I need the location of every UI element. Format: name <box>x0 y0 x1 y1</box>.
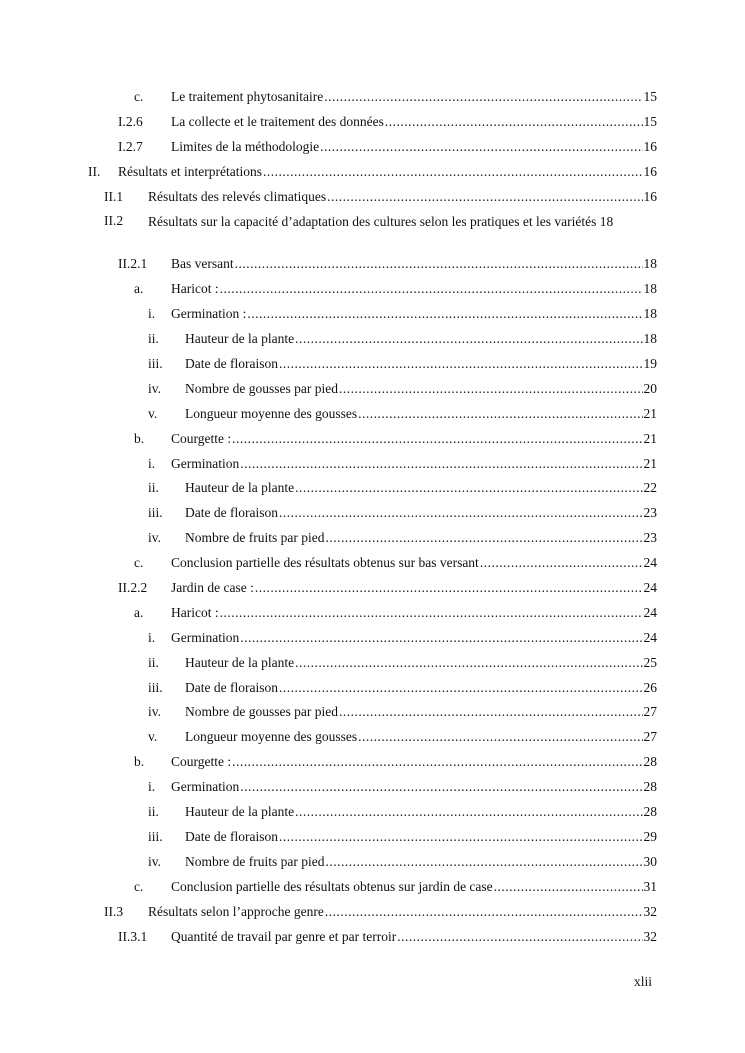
toc-entry-title: Le traitement phytosanitaire <box>171 89 324 104</box>
toc-entry[interactable] <box>0 210 745 253</box>
toc-entry-title: La collecte et le traitement des données <box>171 113 384 129</box>
toc-entry-page: 16 <box>643 163 657 179</box>
toc-entry-number: i. <box>148 455 156 471</box>
toc-entry-page: 21 <box>643 405 657 421</box>
toc-entry-line <box>185 505 657 521</box>
toc-entry-title: Nombre de fruits par pied <box>185 853 325 869</box>
toc-entry-page: 19 <box>643 356 657 372</box>
toc-entry-title: Date de floraison <box>185 828 278 844</box>
toc-entry-title: Germination <box>171 629 240 645</box>
toc-entry-page: 24 <box>643 604 657 620</box>
toc-entry[interactable] <box>0 901 745 926</box>
toc-entry-title: Date de floraison <box>185 679 278 695</box>
dot-leader <box>295 804 642 820</box>
toc-entry[interactable] <box>0 403 745 428</box>
toc-entry[interactable] <box>0 453 745 478</box>
toc-entry-number: iv. <box>148 530 161 546</box>
toc-entry-page: 18 <box>643 256 657 272</box>
dot-leader <box>325 530 642 546</box>
dot-leader <box>240 630 642 646</box>
toc-entry[interactable] <box>0 602 745 627</box>
toc-entry[interactable] <box>0 502 745 527</box>
toc-entry-line <box>185 729 657 745</box>
toc-entry[interactable] <box>0 652 745 677</box>
toc-entry-line <box>185 480 657 496</box>
toc-entry-page: 31 <box>643 878 657 894</box>
toc-entry-title: Longueur moyenne des gousses <box>185 729 358 745</box>
toc-entry-number: c. <box>134 89 144 104</box>
dot-leader <box>240 456 642 472</box>
toc-entry-line <box>185 655 657 671</box>
toc-entry-line <box>171 929 657 945</box>
toc-entry-page: 21 <box>643 455 657 471</box>
toc-entry-line <box>148 189 657 205</box>
dot-leader <box>358 406 642 422</box>
toc-entry-line <box>171 630 657 646</box>
toc-entry-title: Haricot : <box>171 604 219 620</box>
toc-entry-number: ii. <box>148 480 159 496</box>
toc-entry-line <box>171 89 657 105</box>
toc-entry-title: Nombre de fruits par pied <box>185 530 325 546</box>
toc-entry-title: Courgette : <box>171 430 232 446</box>
dot-leader <box>339 381 643 397</box>
toc-entry-title: Conclusion partielle des résultats obtenus sur jardin de case <box>171 878 493 894</box>
toc-entry-line <box>185 356 657 372</box>
toc-entry[interactable] <box>0 328 745 353</box>
toc-entry-number: c. <box>134 555 144 571</box>
toc-entry-number: II.2 <box>104 213 124 229</box>
dot-leader <box>397 929 642 945</box>
dot-leader <box>385 114 643 130</box>
toc-entry-title: Hauteur de la plante <box>185 480 295 496</box>
toc-entry-page: 23 <box>643 505 657 521</box>
toc-entry-page: 25 <box>643 654 657 670</box>
toc-entry[interactable] <box>0 253 745 278</box>
toc-entry[interactable] <box>0 303 745 328</box>
toc-entry-number: iii. <box>148 828 163 844</box>
toc-entry-line <box>171 580 657 596</box>
toc-entry-page: 27 <box>643 729 657 745</box>
toc-entry-line <box>171 605 657 621</box>
toc-entry[interactable] <box>0 278 745 303</box>
dot-leader <box>339 704 643 720</box>
toc-entry[interactable] <box>0 677 745 702</box>
toc-entry-page: 26 <box>643 679 657 695</box>
toc-entry-number: v. <box>148 405 158 421</box>
dot-leader <box>255 580 643 596</box>
toc-entry[interactable] <box>0 627 745 652</box>
toc-entry-line <box>185 829 657 845</box>
toc-entry-line <box>185 804 657 820</box>
toc-entry-line <box>171 555 657 571</box>
toc-entry-line <box>185 381 657 397</box>
toc-entry-number: iii. <box>148 679 163 695</box>
dot-leader <box>320 139 642 155</box>
toc-entry-number: II.3 <box>104 903 124 919</box>
toc-entry-title: Nombre de gousses par pied <box>185 704 338 720</box>
dot-leader <box>232 754 642 770</box>
toc-entry-title: Résultats des relevés climatiques <box>148 188 327 204</box>
toc-entry[interactable] <box>0 851 745 876</box>
dot-leader <box>324 89 642 105</box>
dot-leader <box>232 431 642 447</box>
toc-entry-number: II.1 <box>104 188 124 204</box>
toc-entry-title: Germination <box>171 779 240 795</box>
toc-entry[interactable] <box>0 726 745 751</box>
toc-entry-page: 30 <box>643 853 657 869</box>
dot-leader <box>279 356 643 372</box>
toc-entry-number: b. <box>134 430 145 446</box>
toc-entry-number: b. <box>134 754 145 770</box>
toc-entry[interactable] <box>0 477 745 502</box>
toc-entry-number: II.3.1 <box>118 928 148 944</box>
toc-entry-number: i. <box>148 779 156 795</box>
toc-entry-page: 27 <box>643 704 657 720</box>
toc-entry-number: iv. <box>148 853 161 869</box>
dot-leader <box>279 505 643 521</box>
toc-entry-page: 32 <box>643 903 657 919</box>
toc-entry-title: Quantité de travail par genre et par terroir <box>171 928 397 944</box>
dot-leader <box>494 879 643 895</box>
toc-entry[interactable] <box>0 428 745 453</box>
toc-entry[interactable] <box>0 552 745 577</box>
toc-entry-number: ii. <box>148 804 159 820</box>
toc-entry[interactable] <box>0 801 745 826</box>
toc-entry-number: v. <box>148 729 158 745</box>
toc-entry-number: II.2.1 <box>118 256 148 272</box>
toc-entry-number: II.2.2 <box>118 580 148 596</box>
toc-entry-title: Nombre de gousses par pied <box>185 380 338 396</box>
toc-entry[interactable] <box>0 161 745 186</box>
toc-entry-line <box>171 306 657 322</box>
toc-entry-number: iii. <box>148 505 163 521</box>
toc-entry[interactable] <box>0 111 745 136</box>
toc-entry-number: i. <box>148 306 156 322</box>
dot-leader <box>247 306 642 322</box>
dot-leader <box>220 281 643 297</box>
dot-leader <box>295 655 642 671</box>
dot-leader <box>358 729 642 745</box>
toc-entry-line <box>185 406 657 422</box>
toc-entry-page: 21 <box>643 430 657 446</box>
toc-entry-title: Conclusion partielle des résultats obtenus sur bas versant <box>171 555 479 571</box>
toc-entry-number: I.2.7 <box>118 138 143 154</box>
dot-leader <box>220 605 643 621</box>
toc-entry[interactable] <box>0 577 745 602</box>
toc-entry-page: 24 <box>643 629 657 645</box>
dot-leader <box>295 480 642 496</box>
toc-entry-title: Longueur moyenne des gousses <box>185 405 358 421</box>
toc-entry-page: 28 <box>643 754 657 770</box>
toc-entry-page: 28 <box>643 779 657 795</box>
toc-entry-title: Date de floraison <box>185 356 278 372</box>
toc-entry-number: i. <box>148 629 156 645</box>
dot-leader <box>279 829 643 845</box>
toc-entry-title: Résultats et interprétations <box>118 163 262 179</box>
toc-entry-page: 16 <box>643 138 657 154</box>
toc-entry-line <box>185 680 657 696</box>
toc-entry[interactable] <box>0 86 745 111</box>
toc-entry-line <box>171 431 657 447</box>
toc-entry-title: Courgette : <box>171 754 232 770</box>
dot-leader <box>325 904 643 920</box>
dot-leader <box>240 779 642 795</box>
dot-leader <box>295 331 642 347</box>
toc-entry-title: Hauteur de la plante <box>185 804 295 820</box>
toc-entry-page: 18 <box>643 331 657 347</box>
toc-entry-line <box>171 879 657 895</box>
toc-entry-number: ii. <box>148 654 159 670</box>
toc-entry-title: Hauteur de la plante <box>185 654 295 670</box>
toc-entry[interactable] <box>0 353 745 378</box>
toc-entry-title: Germination : <box>171 306 247 322</box>
dot-leader <box>327 189 642 205</box>
toc-entry-line <box>171 256 657 272</box>
toc-entry-page: 18 <box>643 306 657 322</box>
toc-entry-line <box>185 854 657 870</box>
toc-entry[interactable] <box>0 701 745 726</box>
toc-entry-page: 16 <box>643 188 657 204</box>
toc-entry-page: 24 <box>643 555 657 571</box>
toc-entry-page: 20 <box>643 380 657 396</box>
toc-entry-number: iv. <box>148 380 161 396</box>
toc-entry-number: a. <box>134 281 144 297</box>
toc-entry[interactable] <box>0 876 745 901</box>
toc-entry-wrapped <box>148 213 657 231</box>
toc-entry-title: Résultats selon l’approche genre <box>148 903 324 919</box>
toc-entry-line <box>171 114 657 130</box>
toc-entry-page: 15 <box>643 89 657 104</box>
toc-entry-line <box>118 164 657 180</box>
toc-entry[interactable] <box>0 527 745 552</box>
toc-entry-page: 22 <box>643 480 657 496</box>
toc-entry-title: Limites de la méthodologie <box>171 138 320 154</box>
toc-entry-title: Résultats sur la capacité d’adaptation des cultures selon les pratiques et les variétés <box>148 214 597 230</box>
dot-leader <box>279 680 643 696</box>
toc-entry-title: Bas versant <box>171 256 234 272</box>
toc-entry-line <box>185 331 657 347</box>
dot-leader <box>263 164 643 180</box>
toc-entry-page: 28 <box>643 804 657 820</box>
toc-entry-title: Hauteur de la plante <box>185 331 295 347</box>
toc-entry-number: I.2.6 <box>118 113 143 129</box>
dot-leader <box>325 854 642 870</box>
toc-entry[interactable] <box>0 751 745 776</box>
page-number: xlii <box>634 974 653 989</box>
toc-entry[interactable] <box>0 826 745 851</box>
toc-entry[interactable] <box>0 926 745 951</box>
toc-entry-title: Haricot : <box>171 281 219 297</box>
toc-entry-line <box>171 754 657 770</box>
toc-entry-number: ii. <box>148 331 159 347</box>
toc-entry-title: Date de floraison <box>185 505 278 521</box>
toc-entry-page: 23 <box>643 530 657 546</box>
toc-entry-number: c. <box>134 878 144 894</box>
toc-entry-number: II. <box>88 163 101 179</box>
toc-entry-page: 18 <box>599 214 614 230</box>
toc-entry-number: a. <box>134 604 144 620</box>
toc-entry-page: 15 <box>643 113 657 129</box>
toc-entry-line <box>185 704 657 720</box>
toc-entry-page: 24 <box>643 580 657 596</box>
toc-entry[interactable] <box>0 186 745 211</box>
toc-entry[interactable] <box>0 776 745 801</box>
table-of-contents <box>0 86 745 950</box>
dot-leader <box>480 555 643 571</box>
toc-entry-line <box>148 904 657 920</box>
toc-entry-page: 32 <box>643 928 657 944</box>
toc-entry[interactable] <box>0 378 745 403</box>
toc-entry-page: 18 <box>643 281 657 297</box>
dot-leader <box>235 256 643 272</box>
toc-entry-line <box>185 530 657 546</box>
toc-entry-line <box>171 281 657 297</box>
toc-entry-number: iv. <box>148 704 161 720</box>
toc-entry-title: Germination <box>171 455 240 471</box>
toc-entry-page: 29 <box>643 828 657 844</box>
toc-entry-number: iii. <box>148 356 163 372</box>
toc-entry-line <box>171 139 657 155</box>
toc-entry-title: Jardin de case : <box>171 580 254 596</box>
toc-entry-line <box>171 779 657 795</box>
toc-entry[interactable] <box>0 136 745 161</box>
toc-entry-line <box>171 456 657 472</box>
